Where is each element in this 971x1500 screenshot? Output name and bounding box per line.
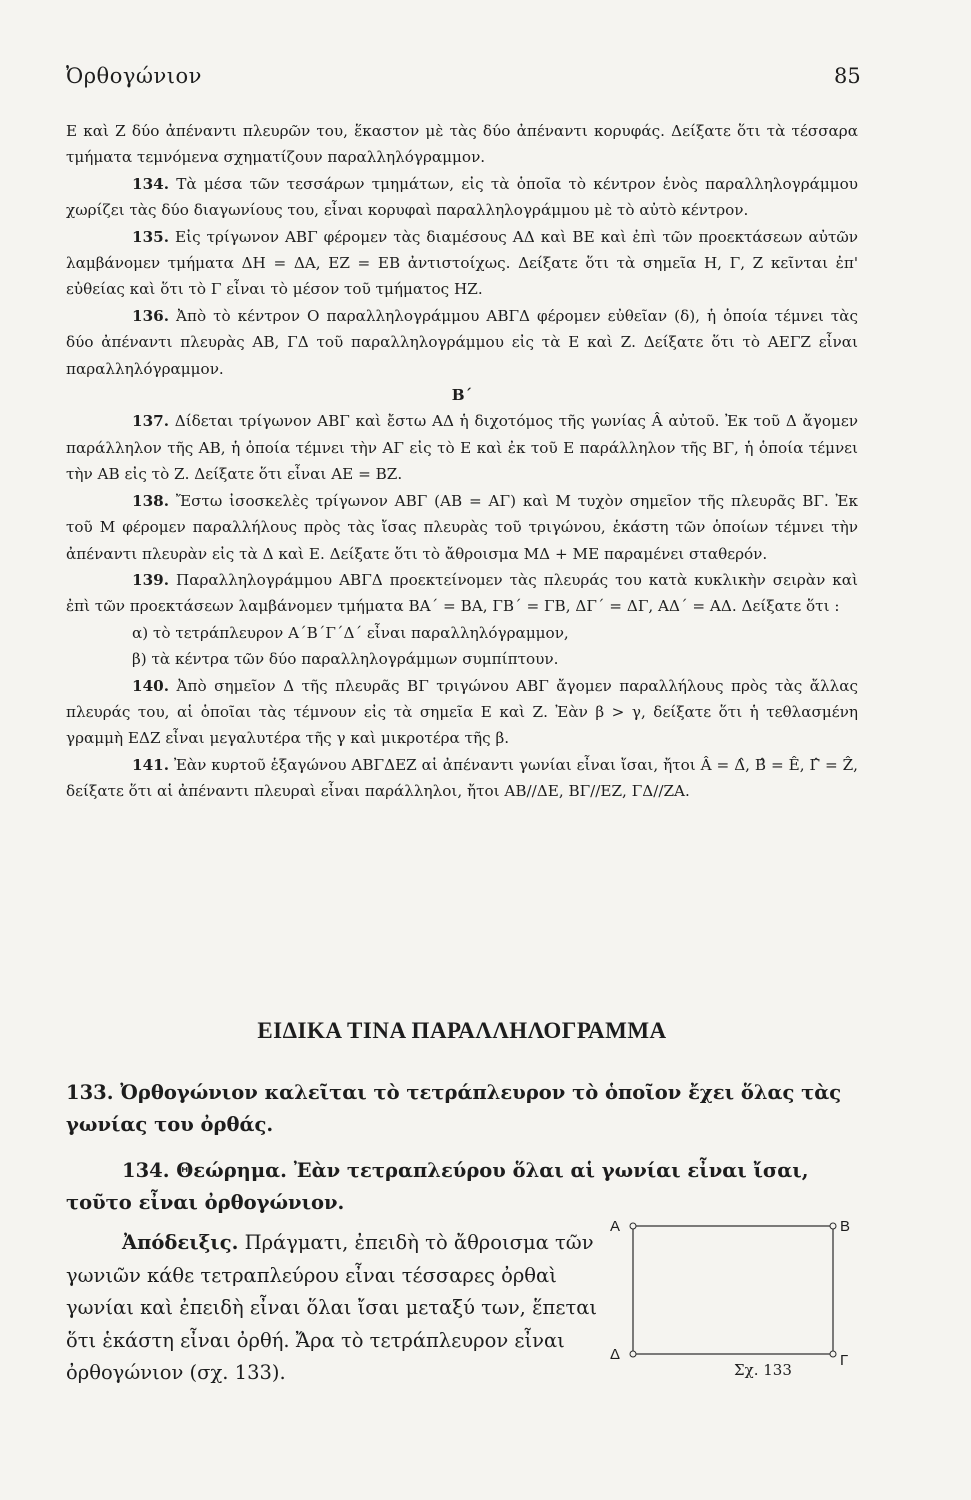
label-a: Α — [610, 1218, 621, 1235]
theorem-134: 134. Θεώρημα. Ἐὰν τετραπλεύρου ὅλαι αἱ γωνίαι εἶναι ἴσαι, τοῦτο εἶναι ὀρθογώνιον. — [66, 1159, 809, 1214]
exercise-135: 135. Εἰς τρίγωνον ΑΒΓ φέρομεν τὰς διαμέσους ΑΔ καὶ ΒΕ καὶ ἐπὶ τῶν προεκτάσεων αὐτῶν λαμβάνομεν τμήματα ΔΗ = ΔΑ, ΕΖ = ΕΒ ἀντιστοίχως. Δείξατε ὅτι τὰ σημεῖα Η, Γ, Ζ κεῖνται ἐπ' εὐθείας καὶ ὅτι τὸ Γ εἶναι τὸ μέσον τοῦ τμήματος ΗΖ. — [66, 227, 859, 299]
vertex-a — [630, 1223, 636, 1229]
definition-133: 133. Ὀρθογώνιον καλεῖται τὸ τετράπλευρον τὸ ὁποῖον ἔχει ὅλας τὰς γωνίας του ὀρθάς. — [66, 1081, 842, 1136]
exercise-139: 139. Παραλληλογράμμου ΑΒΓΔ προεκτείνομεν τὰς πλευράς του κατὰ κυκλικὴν σειρὰν καὶ ἐπὶ τῶν προεκτάσεων λαμβάνομεν τμήματα ΒΑ΄ = ΒΑ, ΓΒ΄ = ΓΒ, ΔΓ΄ = ΔΓ, ΑΔ΄ = ΑΔ. Δείξατε ὅτι : — [66, 570, 858, 616]
vertex-g — [830, 1351, 836, 1357]
section-title: ΕΙΔΙΚΑ ΤΙΝΑ ΠΑΡΑΛΛΗΛΟΓΡΑΜΜΑ — [257, 1018, 667, 1043]
label-b: Β — [840, 1218, 851, 1235]
exercise-134: 134. Τὰ μέσα τῶν τεσσάρων τμημάτων, εἰς τὰ ὁποῖα τὸ κέντρον ἑνὸς παραλληλογράμμου χωρίζει τὰς δύο διαγωνίους του, εἶναι κορυφαὶ παραλληλογράμμου μὲ τὸ αὐτὸ κέντρον. — [66, 174, 858, 220]
vertex-d — [630, 1351, 636, 1357]
figure-caption: Σχ. 133 — [734, 1361, 792, 1379]
exercise-137: 137. Δίδεται τρίγωνον ΑΒΓ καὶ ἔστω ΑΔ ἡ διχοτόμος τῆς γωνίας Â αὐτοῦ. Ἐκ τοῦ Δ ἄγομεν παράλληλον τῆς ΑΒ, ἡ ὁποία τέμνει τὴν ΑΓ εἰς τὸ Ε καὶ ἐκ τοῦ Ε παράλληλον τῆς ΒΓ, ἡ ὁποία τέμνει τὴν ΑΒ εἰς τὸ Ζ. Δείξατε ὅτι εἶναι ΑΕ = ΒΖ. — [66, 412, 858, 484]
exercise-139-part-b: β) τὰ κέντρα τῶν δύο παραλληλογράμμων συμπίπτουν. — [132, 650, 559, 669]
label-d: Δ — [610, 1346, 621, 1363]
exercise-136: 136. Ἀπὸ τὸ κέντρον Ο παραλληλογράμμου ΑΒΓΔ φέρομεν εὐθεῖαν (δ), ἡ ὁποία τέμνει τὰς δύο ἀπέναντι πλευρὰς ΑΒ, ΓΔ τοῦ παραλληλογράμμου εἰς τὰ Ε καὶ Ζ. Δείξατε ὅτι τὸ ΑΕΓΖ εἶναι παραλληλόγραμμον. — [66, 306, 858, 378]
exercise-138: 138. Ἔστω ἰσοσκελὲς τρίγωνον ΑΒΓ (ΑΒ = ΑΓ) καὶ Μ τυχὸν σημεῖον τῆς πλευρᾶς ΒΓ. Ἐκ τοῦ Μ φέρομεν παραλλήλους πρὸς τὰς ἴσας πλευρὰς τοῦ τριγώνου, ἑκάστη τῶν ὁποίων τέμνει τὴν ἀπέναντι πλευρὰν εἰς τὰ Δ καὶ Ε. Δείξατε ὅτι τὸ ἄθροισμα ΜΔ + ΜΕ παραμένει σταθερόν. — [66, 491, 859, 563]
vertex-b — [830, 1223, 836, 1229]
label-g: Γ — [840, 1352, 849, 1369]
exercise-140: 140. Ἀπὸ σημεῖον Δ τῆς πλευρᾶς ΒΓ τριγώνου ΑΒΓ ἄγομεν παραλλήλους πρὸς τὰς ἄλλας πλευράς του, αἱ ὁποῖαι τὰς τέμνουν εἰς τὰ σημεῖα Ε καὶ Ζ. Ἐὰν β > γ, δείξατε ὅτι ἡ τεθλασμένη γραμμὴ ΕΔΖ εἶναι μεγαλυτέρα τῆς γ καὶ μικροτέρα τῆς β. — [66, 676, 858, 748]
running-head-title: Ὀρθογώνιον — [66, 64, 202, 88]
exercise-141: 141. Ἐὰν κυρτοῦ ἑξαγώνου ΑΒΓΔΕΖ αἱ ἀπέναντι γωνίαι εἶναι ἴσαι, ἤτοι Â = Δ̂, Β̂ = Ê, Γ̂ = Ẑ, δείξατε ὅτι αἱ ἀπέναντι πλευραὶ εἶναι παράλληλοι, ἤτοι ΑΒ//ΔΕ, ΒΓ//ΕΖ, ΓΔ//ΖΑ. — [66, 755, 859, 801]
page-number: 85 — [834, 64, 861, 88]
proof-paragraph: Ἀπόδειξις. Πράγματι, ἐπειδὴ τὸ ἄθροισμα τῶν γωνιῶν κάθε τετραπλεύρου εἶναι τέσσαρες ὀρθαὶ γωνίαι καὶ ἐπειδὴ εἶναι ὅλαι ἴσαι μεταξύ των, ἕπεται ὅτι ἑκάστη εἶναι ὀρθή. Ἄρα τὸ τετράπλευρον εἶναι ὀρθογώνιον (σχ. 133). — [66, 1231, 598, 1384]
exercise-139-part-a: α) τὸ τετράπλευρον Α΄Β΄Γ΄Δ΄ εἶναι παραλληλόγραμμον, — [132, 623, 569, 642]
exercise-list — [66, 118, 858, 805]
section-b-heading: Β΄ — [451, 386, 473, 405]
exercise-continuation: Ε καὶ Ζ δύο ἀπέναντι πλευρῶν του, ἕκαστον μὲ τὰς δύο ἀπέναντι κορυφάς. Δείξατε ὅτι τὰ τέσσαρα τμήματα τεμνόμενα σχηματίζουν παραλληλόγραμμον. — [66, 122, 858, 167]
rectangle-shape — [633, 1226, 833, 1354]
